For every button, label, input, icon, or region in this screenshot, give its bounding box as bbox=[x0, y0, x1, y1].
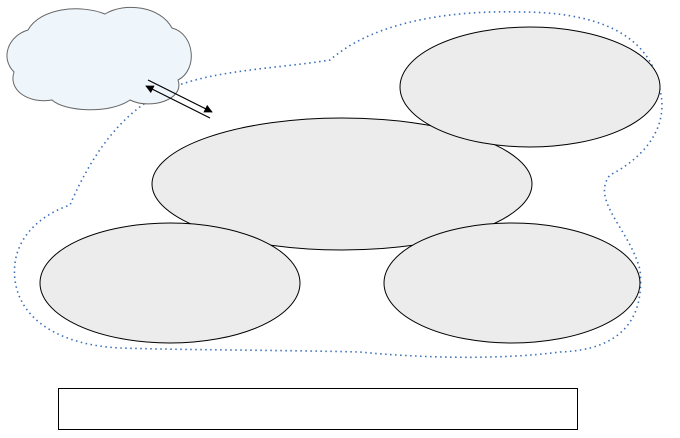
area-2 bbox=[40, 223, 300, 343]
area-3 bbox=[384, 223, 640, 343]
area-1 bbox=[400, 27, 660, 147]
legend-box bbox=[58, 388, 578, 430]
